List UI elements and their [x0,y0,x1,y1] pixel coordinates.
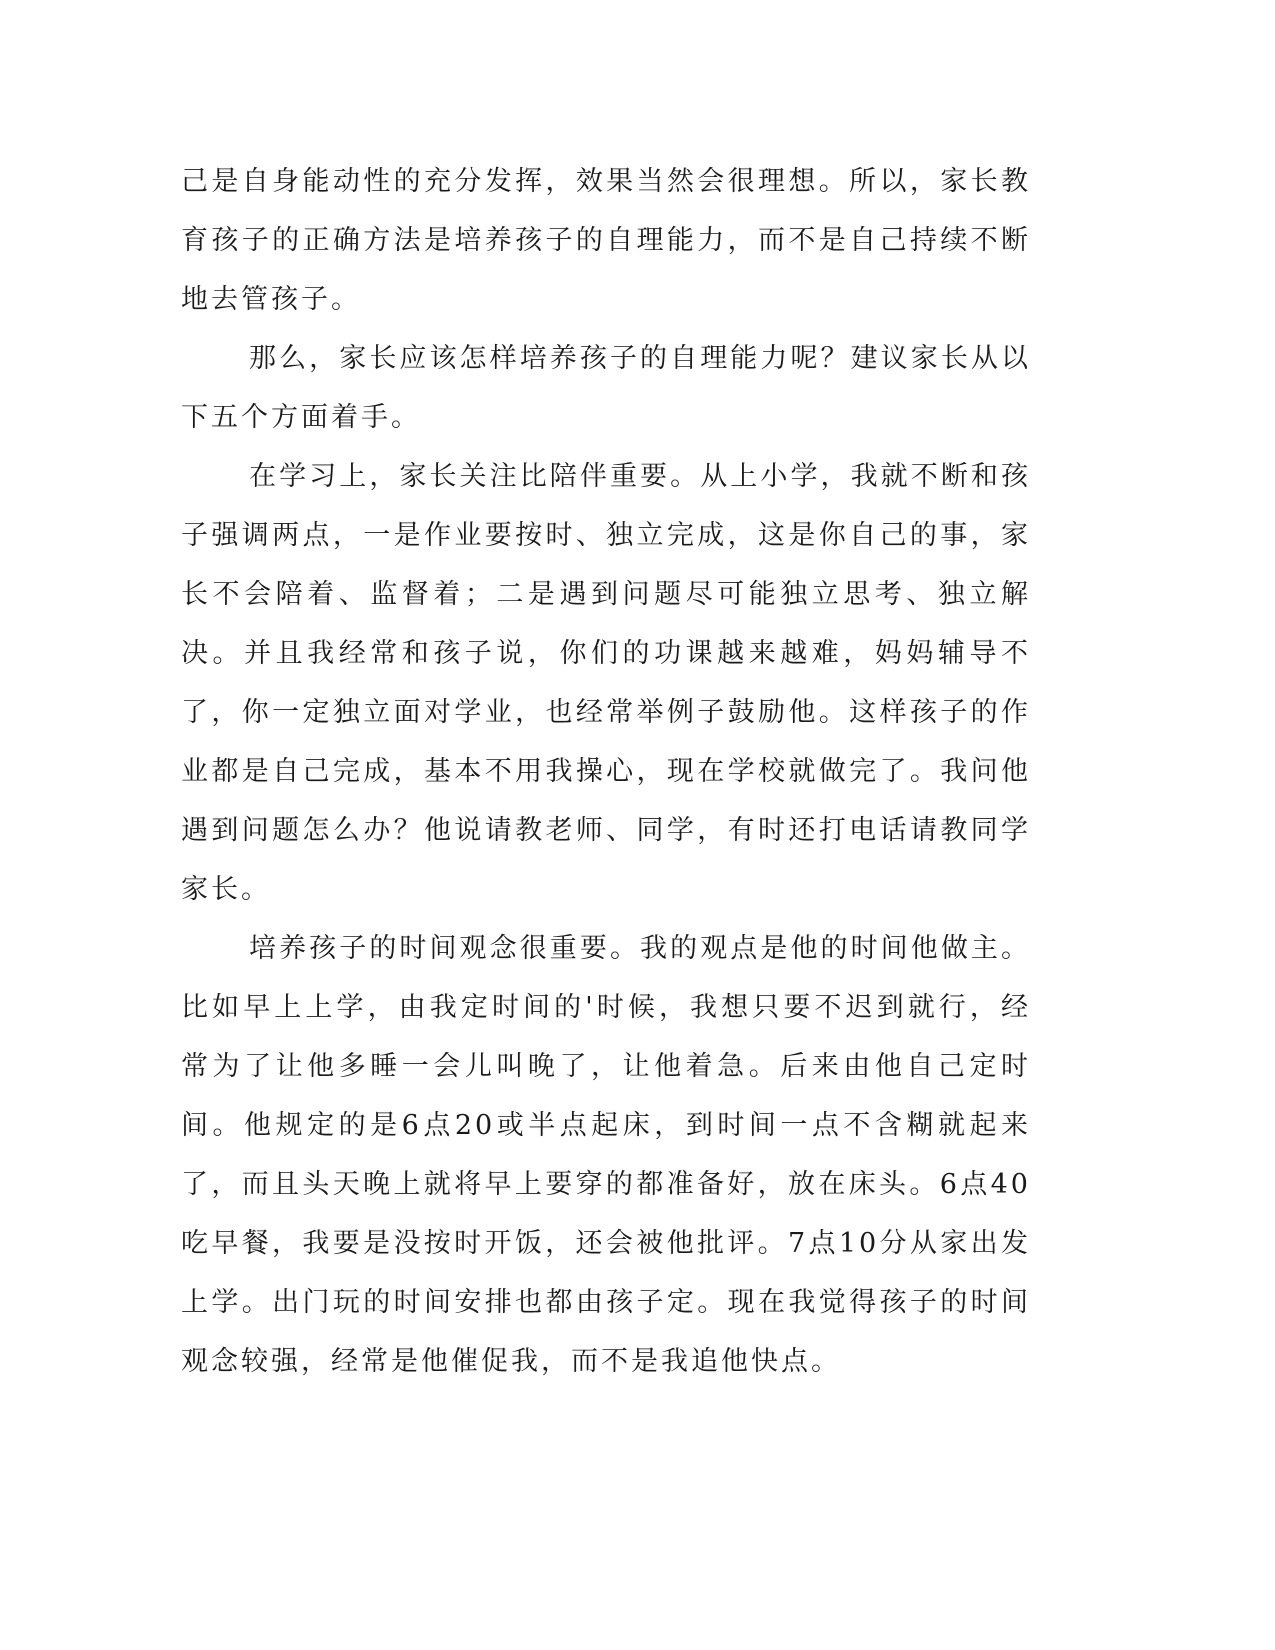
paragraph-continuation: 己是自身能动性的充分发挥，效果当然会很理想。所以，家长教育孩子的正确方法是培养孩子的自理能力，而不是自己持续不断地去管孩子。 [181,166,1031,315]
body-text [181,152,1031,1391]
paragraph-study: 在学习上，家长关注比陪伴重要。从上小学，我就不断和孩子强调两点，一是作业要按时、独立完成，这是你自己的事，家长不会陪着、监督着；二是遇到问题尽可能独立思考、独立解决。并且我经常和孩子说，你们的功课越来越难，妈妈辅导不了，你一定独立面对学业，也经常举例子鼓励他。这样孩子的作业都是自己完成，基本不用我操心，现在学校就做完了。我问他遇到问题怎么办？他说请教老师、同学，有时还打电话请教同学家长。 [181,461,1031,905]
paragraph-five-aspects: 那么，家长应该怎样培养孩子的自理能力呢？建议家长从以下五个方面着手。 [181,343,1031,433]
paragraph-time-management: 培养孩子的时间观念很重要。我的观点是他的时间他做主。比如早上上学，由我定时间的'时候，我想只要不迟到就行，经常为了让他多睡一会儿叫晚了，让他着急。后来由他自己定时间。他规定的是6点20或半点起床，到时间一点不含糊就起来了，而且头天晚上就将早上要穿的都准备好，放在床头。6点40吃早餐，我要是没按时开饭，还会被他批评。7点10分从家出发上学。出门玩的时间安排也都由孩子定。现在我觉得孩子的时间观念较强，经常是他催促我，而不是我追他快点。 [181,933,1031,1377]
